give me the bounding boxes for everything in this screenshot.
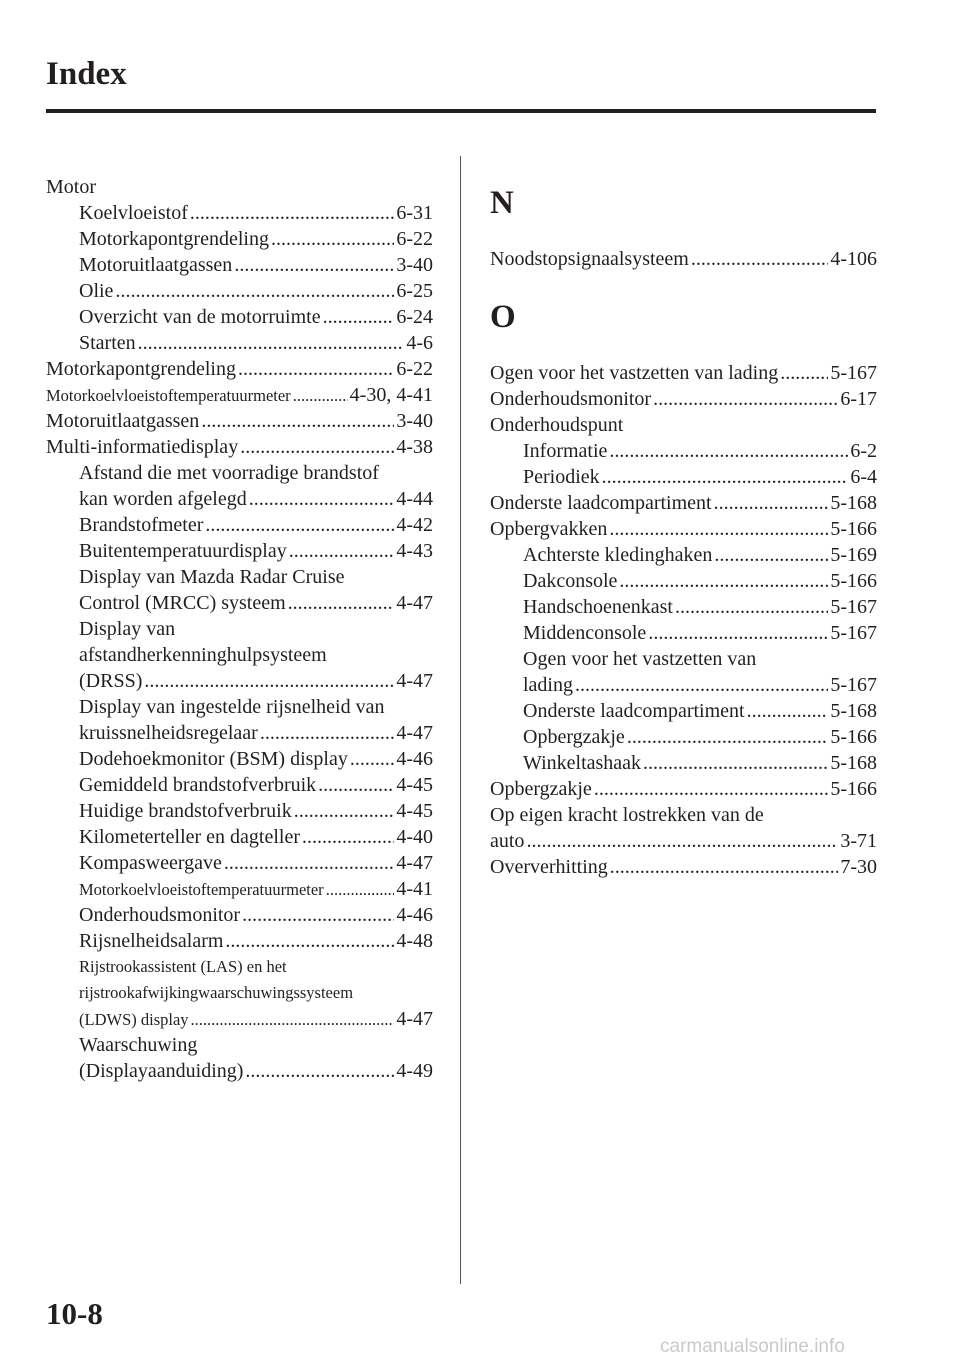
index-term: Noodstopsignaalsysteem [490,248,689,270]
page-reference: 4-42 [396,514,433,536]
leader-dots [609,438,848,464]
index-term: Middenconsole [523,622,647,644]
leader-dots [594,776,829,802]
index-entry [490,516,877,542]
index-subentry [46,486,433,512]
index-term: Dakconsole [523,570,618,592]
page-reference: 4-46 [396,904,433,926]
index-entry [490,802,877,828]
index-entry [46,434,433,460]
leader-dots [234,252,394,278]
page-reference: 5-166 [830,570,877,592]
index-subentry [46,954,433,980]
page-reference: 5-167 [830,362,877,384]
index-term: Motorkapontgrendeling [79,228,269,250]
index-subentry [46,200,433,226]
page-reference: 3-40 [396,254,433,276]
index-subentry [46,1032,433,1058]
leader-dots [675,594,828,620]
index-term: Afstand die met voorradige brandstof [79,462,379,484]
page-reference: 7-30 [840,856,877,878]
index-term: Rijsnelheidsalarm [79,930,224,952]
page-reference: 4-43 [396,540,433,562]
index-entry [490,854,877,880]
index-subentry [46,902,433,928]
page-reference: 4-38 [396,436,433,458]
index-term: (Displayaanduiding) [79,1060,244,1082]
index-term: Opbergzakje [523,726,625,748]
index-term: Achterste kledinghaken [523,544,713,566]
index-term: Waarschuwing [79,1034,198,1056]
index-entry [46,408,433,434]
index-subentry [490,620,877,646]
index-column-right [490,174,877,880]
index-term: Display van Mazda Radar Cruise [79,566,345,588]
leader-dots [627,724,829,750]
index-subentry [490,750,877,776]
leader-dots [294,798,395,824]
index-entry [490,246,877,272]
leader-dots [238,356,394,382]
page-reference: 4-40 [396,826,433,848]
index-term: Control (MRCC) systeem [79,592,286,614]
leader-dots [653,386,838,412]
index-subentry [46,278,433,304]
index-subentry [46,226,433,252]
index-subentry [46,772,433,798]
leader-dots [144,668,394,694]
leader-dots [289,538,395,564]
page-reference: 4-47 [396,592,433,614]
leader-dots [302,824,394,850]
index-subentry [46,564,433,590]
index-term: Kompasweergave [79,852,222,874]
index-term: Winkeltashaak [523,752,642,774]
page-title: Index [46,56,127,92]
page-reference: 4-49 [396,1060,433,1082]
index-column-left [46,174,433,1084]
page-reference: 6-22 [396,358,433,380]
index-subentry [490,594,877,620]
page-reference: 5-168 [830,700,877,722]
page-reference: 4-47 [396,670,433,692]
leader-dots [602,464,849,490]
index-term: Opbergzakje [490,778,592,800]
index-term: Periodiek [523,466,600,488]
leader-dots [224,850,394,876]
index-term: Opbergvakken [490,518,608,540]
index-subentry [490,438,877,464]
index-term: Multi-informatiedisplay [46,436,239,458]
leader-dots [691,246,828,272]
index-subentry [46,720,433,746]
leader-dots [293,383,348,408]
index-term: Motoruitlaatgassen [46,410,200,432]
page-reference: 5-166 [830,726,877,748]
page-reference: 3-40 [396,410,433,432]
column-divider [460,156,461,1284]
index-subentry [490,542,877,568]
page-reference: 5-167 [830,596,877,618]
leader-dots [245,1058,394,1084]
index-subentry [46,668,433,694]
index-subentry [46,798,433,824]
leader-dots [610,854,839,880]
index-subentry [46,980,433,1006]
page-reference: 6-2 [850,440,877,462]
leader-dots [323,304,395,330]
index-subentry [46,1006,433,1032]
index-subentry [46,694,433,720]
page-reference: 6-31 [396,202,433,224]
page-reference: 6-4 [850,466,877,488]
leader-dots [240,434,394,460]
index-term: Gemiddeld brandstofverbruik [79,774,317,796]
index-subentry [46,616,433,642]
index-term: Rijstrookassistent (LAS) en het [79,957,287,976]
page-reference: 4-46 [396,748,433,770]
index-term: Huidige brandstofverbruik [79,800,292,822]
leader-dots [191,1007,395,1032]
index-term: Dodehoekmonitor (BSM) display [79,748,348,770]
leader-dots [318,772,394,798]
index-subentry [46,460,433,486]
index-term: Onderhoudsmonitor [490,388,652,410]
index-subentry [46,512,433,538]
index-subentry [46,642,433,668]
page-reference: 3-71 [840,830,877,852]
index-term: Oververhitting [490,856,608,878]
leader-dots [526,828,838,854]
index-subentry [490,646,877,672]
page-reference: 4-47 [396,1008,433,1030]
page-reference: 4-30, 4-41 [349,384,433,406]
leader-dots [747,698,829,724]
page-reference: 4-44 [396,488,433,510]
page-reference: 5-169 [830,544,877,566]
leader-dots [288,590,395,616]
page-reference: 5-168 [830,492,877,514]
leader-dots [242,902,394,928]
leader-dots [205,512,394,538]
leader-dots [201,408,394,434]
leader-dots [260,720,395,746]
leader-dots [619,568,828,594]
index-entry [490,386,877,412]
index-term: rijstrookafwijkingwaarschuwingssysteem [79,983,354,1002]
index-subentry [490,464,877,490]
watermark: carmanualsonline.info [660,1336,845,1357]
index-term: Display van [79,618,176,640]
index-entry [490,828,877,854]
page-reference: 4-47 [396,722,433,744]
leader-dots [714,542,828,568]
index-term: lading [523,674,573,696]
index-term: Handschoenenkast [523,596,673,618]
leader-dots [115,278,394,304]
index-subentry [46,1058,433,1084]
page-reference: 4-6 [406,332,433,354]
index-term: Onderste laadcompartiment [490,492,712,514]
index-subentry [490,724,877,750]
leader-dots [225,928,394,954]
page-reference: 5-166 [830,778,877,800]
index-term: Ogen voor het vastzetten van lading [490,362,779,384]
leader-dots [575,672,828,698]
index-term: Olie [79,280,114,302]
leader-dots [249,486,395,512]
index-subentry [46,252,433,278]
index-subentry [490,672,877,698]
index-term: Kilometerteller en dagteller [79,826,301,848]
index-entry [490,776,877,802]
page-reference: 6-17 [840,388,877,410]
section-spacer [490,272,877,288]
index-term: Motorkoelvloeistoftemperatuurmeter [46,386,291,405]
leader-dots [609,516,828,542]
page-reference: 4-45 [396,800,433,822]
index-subentry [46,538,433,564]
index-term: (DRSS) [79,670,143,692]
index-term: Overzicht van de motorruimte [79,306,321,328]
index-term: Brandstofmeter [79,514,204,536]
page-reference: 4-45 [396,774,433,796]
index-term: Informatie [523,440,608,462]
page-reference: 6-24 [396,306,433,328]
leader-dots [350,746,394,772]
page-reference: 4-48 [396,930,433,952]
leader-dots [643,750,828,776]
index-subentry [46,876,433,902]
page-reference: 5-166 [830,518,877,540]
index-term: Starten [79,332,136,354]
index-entry [46,382,433,408]
index-subentry [490,568,877,594]
page-reference: 4-47 [396,852,433,874]
index-entry [490,412,877,438]
index-subentry [46,590,433,616]
leader-dots [138,330,405,356]
index-term: Display van ingestelde rijsnelheid van [79,696,385,718]
leader-dots [780,360,828,386]
header-rule [46,109,876,113]
page-reference: 6-25 [396,280,433,302]
index-term: Motorkoelvloeistoftemperatuurmeter [79,880,324,899]
index-term: Buitentemperatuurdisplay [79,540,287,562]
leader-dots [271,226,394,252]
index-term: afstandherkenninghulpsysteem [79,644,327,666]
index-subentry [46,824,433,850]
index-entry [46,356,433,382]
page-reference: 5-167 [830,622,877,644]
index-term: Op eigen kracht lostrekken van de [490,804,764,826]
index-term: Motor [46,176,96,198]
index-term: Koelvloeistof [79,202,188,224]
leader-dots [190,200,394,226]
index-term: Ogen voor het vastzetten van [523,648,757,670]
index-term: kruissnelheidsregelaar [79,722,258,744]
section-letter-heading: O [490,298,516,335]
leader-dots [326,877,395,902]
page-reference: 5-167 [830,674,877,696]
index-subentry [46,304,433,330]
index-subentry [46,746,433,772]
leader-dots [648,620,828,646]
index-entry [490,360,877,386]
index-term: Motorkapontgrendeling [46,358,236,380]
index-subentry [46,928,433,954]
index-term: Onderhoudspunt [490,414,624,436]
index-term: Motoruitlaatgassen [79,254,233,276]
index-term: auto [490,830,525,852]
index-entry [490,490,877,516]
index-subentry [46,330,433,356]
index-term: (LDWS) display [79,1010,189,1029]
page-reference: 5-168 [830,752,877,774]
page-reference: 6-22 [396,228,433,250]
page-reference: 4-41 [396,878,433,900]
page-reference: 4-106 [830,248,877,270]
leader-dots [714,490,829,516]
index-term: Onderste laadcompartiment [523,700,745,722]
index-entry [46,174,433,200]
index-term: Onderhoudsmonitor [79,904,241,926]
index-term: kan worden afgelegd [79,488,247,510]
section-letter-heading: N [490,184,514,221]
index-subentry [46,850,433,876]
page-number: 10-8 [46,1296,103,1331]
index-subentry [490,698,877,724]
